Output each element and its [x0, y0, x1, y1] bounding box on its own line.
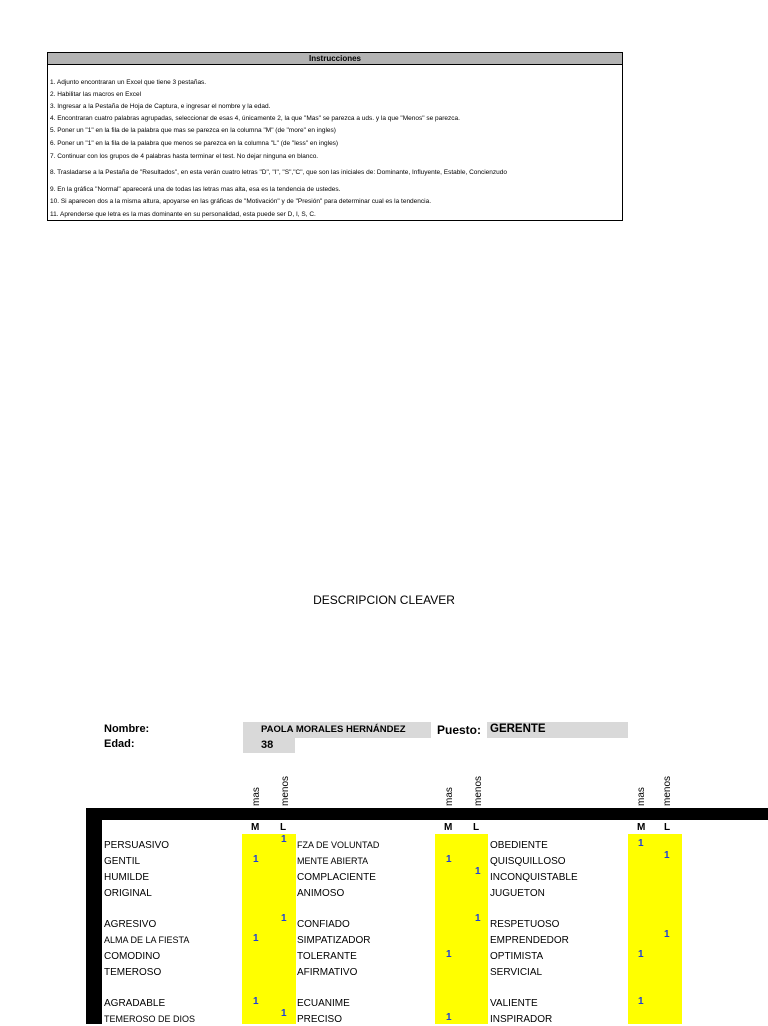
page-title: DESCRIPCION CLEAVER — [313, 593, 455, 607]
word-label: ALMA DE LA FIESTA — [104, 935, 190, 945]
nombre-label: Nombre: — [104, 723, 150, 735]
l-label: L — [473, 822, 480, 833]
word-label: GENTIL — [104, 856, 141, 867]
instructions-box — [47, 52, 623, 221]
mas-header: mas — [444, 787, 455, 806]
l-label: L — [280, 822, 287, 833]
word-label: ORIGINAL — [104, 888, 152, 899]
word-label: VALIENTE — [490, 998, 538, 1009]
word-label: SERVICIAL — [490, 967, 543, 978]
word-label: OBEDIENTE — [490, 840, 548, 851]
instruction-line: 9. En la gráfica "Normal" aparecerá una de todas las letras mas alta, esa es la tendencia de ustedes. — [50, 186, 341, 193]
mas-cell[interactable]: 1 — [638, 838, 644, 849]
word-label: MENTE ABIERTA — [297, 856, 369, 866]
mas-cell[interactable]: 1 — [638, 996, 644, 1007]
word-label: OPTIMISTA — [490, 951, 544, 962]
word-label: AGRADABLE — [104, 998, 166, 1009]
mas-cell[interactable]: 1 — [446, 949, 452, 960]
menos-header: menos — [662, 775, 673, 806]
instruction-line: 7. Continuar con los grupos de 4 palabras hasta terminar el test. No dejar ninguna en blanco. — [50, 153, 319, 160]
menos-header: menos — [473, 775, 484, 806]
word-label: CONFIADO — [297, 919, 350, 930]
word-label: FZA DE VOLUNTAD — [297, 840, 380, 850]
word-label: PRECISO — [297, 1014, 343, 1025]
m-label: M — [637, 822, 646, 833]
answer-column-highlight — [435, 834, 488, 1024]
instruction-line: 5. Poner un "1" en la fila de la palabra que mas se parezca en la columna "M" (de "more" en ingles) — [50, 127, 336, 134]
instruction-line: 4. Encontraran cuatro palabras agrupadas, seleccionar de esas 4, únicamente 2, la que "Mas" se parezca a uds. y la que "Menos" se parezca. — [50, 115, 460, 122]
word-label: INSPIRADOR — [490, 1014, 553, 1025]
menos-cell[interactable]: 1 — [281, 834, 287, 845]
word-label: HUMILDE — [104, 872, 150, 883]
mas-cell[interactable]: 1 — [253, 933, 259, 944]
word-label: PERSUASIVO — [104, 840, 170, 851]
mas-header: mas — [251, 787, 262, 806]
word-label: EMPRENDEDOR — [490, 935, 569, 946]
menos-cell[interactable]: 1 — [664, 850, 670, 861]
instruction-line: 11. Aprenderse que letra es la mas dominante en su personalidad, esta puede ser D, I, S, C. — [50, 211, 316, 218]
mas-cell[interactable]: 1 — [638, 949, 644, 960]
nombre-field[interactable] — [243, 722, 431, 738]
answer-column-highlight — [242, 834, 296, 1024]
instruction-line: 1. Adjunto encontraran un Excel que tiene 3 pestañas. — [50, 79, 207, 86]
word-label: QUISQUILLOSO — [490, 856, 566, 867]
word-label: TOLERANTE — [297, 951, 357, 962]
word-label: INCONQUISTABLE — [490, 872, 578, 883]
puesto-field[interactable] — [487, 722, 628, 738]
nombre-value: PAOLA MORALES HERNÁNDEZ — [261, 724, 406, 735]
menos-cell[interactable]: 1 — [475, 913, 481, 924]
mas-cell[interactable]: 1 — [446, 854, 452, 865]
word-label: COMODINO — [104, 951, 161, 962]
menos-cell[interactable]: 1 — [664, 929, 670, 940]
menos-header: menos — [280, 775, 291, 806]
instruction-line: 8. Trasladarse a la Pestaña de "Resultados", en esta verán cuatro letras "D", "I", "S","C", que son las iniciales de: Dominante, Influyente, Estable, Concienzudo — [50, 169, 508, 176]
menos-cell[interactable]: 1 — [475, 866, 481, 877]
word-label: AGRESIVO — [104, 919, 157, 930]
instruction-line: 2. Habilitar las macros en Excel — [50, 91, 142, 98]
instruction-line: 3. Ingresar a la Pestaña de Hoja de Captura, e ingresar el nombre y la edad. — [50, 103, 271, 110]
puesto-value: GERENTE — [490, 723, 546, 735]
puesto-label: Puesto: — [437, 723, 482, 737]
menos-cell[interactable]: 1 — [281, 1008, 287, 1019]
word-label: AFIRMATIVO — [297, 967, 358, 978]
word-label: COMPLACIENTE — [297, 872, 376, 883]
edad-label: Edad: — [104, 738, 135, 750]
instructions-title: Instrucciones — [48, 53, 622, 65]
word-label: TEMEROSO — [104, 967, 162, 978]
menos-cell[interactable]: 1 — [281, 913, 287, 924]
m-label: M — [444, 822, 453, 833]
mas-cell[interactable]: 1 — [253, 996, 259, 1007]
header-bar — [86, 808, 768, 820]
word-label: RESPETUOSO — [490, 919, 560, 930]
mas-cell[interactable]: 1 — [253, 854, 259, 865]
edad-value: 38 — [261, 739, 274, 751]
word-label: ECUANIME — [297, 998, 350, 1009]
mas-header: mas — [636, 787, 647, 806]
left-border-bar — [86, 808, 102, 1024]
instruction-line: 6. Poner un "1" en la fila de la palabra que menos se parezca en la columna "L" (de "less" en ingles) — [50, 140, 339, 147]
l-label: L — [664, 822, 671, 833]
word-label: JUGUETON — [490, 888, 545, 899]
word-label: TEMEROSO DE DIOS — [104, 1014, 196, 1024]
word-label: ANIMOSO — [297, 888, 345, 899]
instruction-line: 10. Si aparecen dos a la misma altura, apoyarse en las gráficas de "Motivación" y de "Presión" para determinar cual es la tendencia. — [50, 198, 432, 205]
word-label: SIMPATIZADOR — [297, 935, 371, 946]
mas-cell[interactable]: 1 — [446, 1012, 452, 1023]
m-label: M — [251, 822, 260, 833]
answer-column-highlight — [628, 834, 682, 1024]
